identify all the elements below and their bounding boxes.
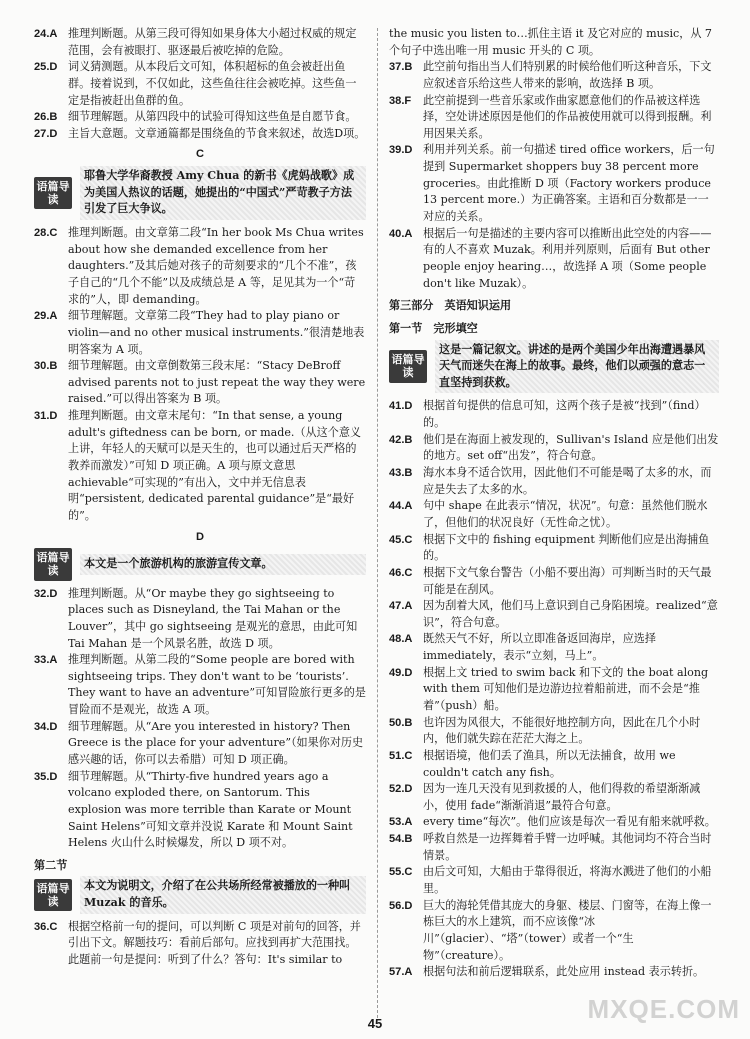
explanation-text: 巨大的海轮凭借其庞大的身躯、楼层、门窗等，在海上像一栋巨大的水上建筑，而不应该像“冰川”（glacier）、“塔”（tower）或者一个“生物”（creature）。: [423, 898, 712, 962]
guide-text: 本文是一个旅游机构的旅游宣传文章。: [80, 554, 366, 575]
explanation-text: 此空前提到一些音乐家或作曲家愿意他们的作品被这样选择，空处讲述原因是他们的作品被使用就可以得到报酬。利用因果关系。: [423, 93, 712, 140]
answer-item: [34, 408, 366, 524]
answer-item: [389, 814, 719, 831]
section-heading: 第二节: [34, 858, 68, 872]
question-number: 36.C: [34, 920, 58, 933]
explanation-text: 利用并列关系。前一句描述 tired office workers，后一句提到 Supermarket shoppers buy 38 percent more groceries。由此推断 D 项（Factory workers produce 13 percent more.）为正确答案。主语和百分数都是一一对应的关系。: [423, 143, 715, 224]
passage-letter: D: [195, 530, 204, 543]
explanation-text: 根据首句提供的信息可知，这两个孩子是被“找到”（find）的。: [423, 399, 706, 430]
question-number: 47.A: [389, 600, 413, 613]
answer-item: [389, 864, 719, 897]
question-number: 33.A: [34, 654, 58, 667]
question-number: 55.C: [389, 866, 413, 879]
passage-letter: C: [195, 148, 204, 161]
explanation-text: 词义猜测题。从本段后文可知，体积超标的鱼会被赶出鱼群。接着说到，不仅如此，这些鱼往往会被吃掉。这些鱼一定是指被赶出鱼群的鱼。: [68, 60, 357, 107]
explanation-text: 根据语境，他们丢了渔具，所以无法捕食，故用 we couldn't catch any fish。: [423, 748, 676, 779]
answer-item: [389, 898, 719, 965]
explanation-text: 因为一连几天没有见到救援的人，他们得救的希望渐渐减小，使用 fade“渐渐消退”最符合句意。: [423, 782, 701, 812]
passage-guide: [389, 340, 719, 394]
answer-item: [389, 665, 719, 715]
explanation-text: 海水本身不适合饮用，因此他们不可能是喝了太多的水，而应是失去了太多的水。: [423, 466, 712, 496]
question-number: 34.D: [34, 720, 58, 733]
explanation-text: 推理判断题。由文章末尾句：“In that sense, a young adult's giftedness can be born, or made.（从这个意义上讲，年轻人的天赋可以是天生的，也可以通过后天严格的教养而激发）”可知 D 项正确。A 项与原文意思 achievable“可实现的”有出入，文中并无信息表明“persistent, dedicated parental guidance”是“最好的”。: [68, 409, 362, 522]
answer-item: [34, 59, 366, 109]
explanation-text: 既然天气不好，所以立即准备返回海岸，应选择 immediately，表示“立刻，马上”。: [423, 632, 656, 663]
explanation-text: 根据句法和前后逻辑联系，此处应用 instead 表示转折。: [423, 965, 705, 979]
answer-item: [389, 142, 719, 225]
question-number: 51.C: [389, 749, 413, 762]
question-number: 28.C: [34, 227, 58, 240]
guide-text: 这是一篇记叙文。讲述的是两个美国少年出海遭遇暴风天气而迷失在海上的故事。最终，他们以顽强的意志一直坚持到获救。: [435, 340, 719, 394]
explanation-text: 细节理解题。文章第二段“They had to play piano or violin—and no other musical instruments.”很清楚地表明答案为 A 项。: [68, 309, 365, 356]
right-column: [389, 26, 719, 981]
question-number: 31.D: [34, 410, 58, 423]
answer-item: [389, 964, 719, 981]
question-number: 54.B: [389, 833, 413, 846]
column-divider: [377, 28, 378, 1018]
explanation-text: 根据空格前一句的提问，可以判断 C 项是对前句的回答，并引出下文。解题技巧：看前后部句。应找到再扩大范围找。此题前一句是提问：听到了什么？答句：It's similar to: [68, 919, 361, 967]
question-number: 57.A: [389, 966, 413, 979]
question-number: 39.D: [389, 144, 413, 157]
explanation-text: 根据后一句是描述的主要内容可以推断出此空处的内容——有的人不喜欢 Muzak。利用并列原则，后面有 But other people enjoy hearing…，故选择 A 项（Some people don't like Muzak）。: [423, 226, 712, 290]
answer-item: [34, 126, 366, 143]
guide-badge: 语篇导读: [34, 548, 72, 580]
explanation-text: 细节理解题。从“Are you interested in history? Then Greece is the place for your adventure”（如果你对历史感兴趣的话，你可以去希腊）可知 D 项正确。: [68, 719, 364, 766]
explanation-text: 细节理解题。从“Thirty-five hundred years ago a volcano exploded there, on Santorum. This explosion was more terrible than Karate or Mount Saint Helens”可知文章并没说 Karate 和 Mount Saint Helens 火山什么时候爆发，所以 D 项不对。: [68, 769, 353, 850]
answer-item: [34, 225, 366, 308]
question-number: 49.D: [389, 666, 413, 679]
question-number: 48.A: [389, 633, 413, 646]
explanation-text: 此空前句指出当人们特别累的时候给他们听这种音乐，下文应叙述音乐给这些人带来的影响，故选择 B 项。: [423, 60, 712, 90]
question-number: 44.A: [389, 500, 413, 513]
question-number: 52.D: [389, 783, 413, 796]
question-number: 43.B: [389, 467, 413, 480]
explanation-text: 根据上文 tried to swim back 和下文的 the boat along with them 可知他们是边游边拉着船前进，而不会是“推着”（push）船。: [423, 665, 709, 712]
explanation-text: 也许因为风很大，不能很好地控制方向，因此在几个小时内，他们就失踪在茫茫大海之上。: [423, 715, 701, 746]
answer-item: [389, 398, 719, 431]
question-number: 27.D: [34, 127, 58, 140]
answer-item: [34, 26, 366, 59]
section-heading: 第三部分 英语知识运用: [389, 299, 512, 313]
explanation-text: 推理判断题。从第三段可得知如果身体大小超过权威的规定范围，会有被眼打、驱逐最后被吃掉的危险。: [68, 27, 357, 57]
question-number: 32.D: [34, 587, 58, 600]
explanation-text: 推理判断题。从第二段的“Some people are bored with sightseeing trips. They don't want to be ‘tourists’. They want to have an adventure”可知冒险旅行更多的是冒险而不是观光，故选 A 项。: [68, 653, 366, 717]
explanation-text: 句中 shape 在此表示“情况，状况”。句意：虽然他们脱水了，但他们的状况良好（无性命之忧）。: [423, 499, 708, 529]
explanation-text: 细节理解题。从第四段中的试验可得知这些鱼是自愿节食。: [68, 110, 357, 124]
question-number: 42.B: [389, 433, 413, 446]
guide-text: 耶鲁大学华裔教授 Amy Chua 的新书《虎妈战歌》成为美国人热议的话题，她提出的“中国式”严苛教子方法引发了巨大争议。: [80, 166, 366, 220]
passage-guide: [34, 166, 366, 220]
question-number: 37.B: [389, 61, 413, 74]
answer-item: [389, 532, 719, 565]
answer-item: [34, 308, 366, 358]
question-number: 41.D: [389, 400, 413, 413]
answer-item: [34, 358, 366, 408]
passage-guide: [34, 876, 366, 913]
continued-text: the music you listen to…抓住主语 it 及它对应的 music，从 7 个句子中选出唯一用 music 开头的 C 项。: [389, 27, 712, 57]
guide-badge: 语篇导读: [34, 879, 72, 911]
explanation-text: 呼救自然是一边挥舞着手臂一边呼喊。其他词均不符合当时情景。: [423, 832, 712, 862]
answer-item: [389, 565, 719, 598]
answer-item: [389, 598, 719, 631]
guide-badge: 语篇导读: [389, 350, 427, 382]
question-number: 26.B: [34, 111, 58, 124]
question-number: 25.D: [34, 61, 58, 74]
question-number: 56.D: [389, 899, 413, 912]
explanation-text: 由后文可知，大船由于靠得很近，将海水溅进了他们的小船里。: [423, 865, 712, 896]
explanation-text: 主旨大意题。文章通篇都是围绕鱼的节食来叙述，故选D项。: [68, 126, 366, 140]
answer-item: [389, 781, 719, 814]
answer-item: [34, 719, 366, 769]
explanation-text: 根据下文中的 fishing equipment 判断他们应是出海捕鱼的。: [423, 532, 710, 563]
answer-item: [389, 748, 719, 781]
guide-badge: 语篇导读: [34, 177, 72, 209]
left-column: [34, 26, 366, 969]
answer-item: [389, 831, 719, 864]
answer-item: [389, 715, 719, 748]
answer-item: [389, 432, 719, 465]
answer-item: [389, 498, 719, 531]
answer-item: [389, 465, 719, 498]
question-number: 35.D: [34, 770, 58, 783]
question-number: 53.A: [389, 816, 413, 829]
explanation-text: 细节理解题。由文章倒数第三段末尾：“Stacy DeBroff advised parents not to just repeat the way they were raised.”可以得出答案为 B 项。: [68, 359, 366, 406]
watermark-logo: MXQE.COM: [587, 994, 740, 1024]
explanation-text: 推理判断题。由文章第二段“In her book Ms Chua writes about how she demanded excellence from her daughters.”及其后她对孩子的苛刻要求的“几个不准”，孩子自己的“几个不能”以及成绩总是 A 等，足见其为一个“苛求的”人，即 demanding。: [68, 226, 364, 306]
question-number: 40.A: [389, 227, 413, 240]
question-number: 50.B: [389, 716, 413, 729]
question-number: 30.B: [34, 360, 58, 373]
question-number: 45.C: [389, 533, 413, 546]
question-number: 38.F: [389, 94, 412, 107]
answer-item: [389, 631, 719, 664]
explanation-text: every time“每次”。他们应该是每次一看见有船来就呼救。: [423, 815, 716, 829]
section-heading: 第一节 完形填空: [389, 321, 478, 335]
passage-guide: [34, 548, 366, 580]
question-number: 46.C: [389, 566, 413, 579]
explanation-text: 推理判断题。从“Or maybe they go sightseeing to places such as Disneyland, the Tai Mahan or the Louver”，其中 go sightseeing 是观光的意思，由此可知 Tai Mahan 是一个风景名胜，故选 D 项。: [68, 586, 358, 650]
answer-item: [389, 59, 719, 92]
answer-item: [389, 93, 719, 143]
answer-item: [389, 226, 719, 293]
guide-text: 本文为说明文，介绍了在公共场所经常被播放的一种叫 Muzak 的音乐。: [80, 876, 366, 913]
answer-item: [34, 109, 366, 126]
explanation-text: 他们是在海面上被发现的，Sullivan's Island 应是他们出发的地方。set off“出发”，符合句意。: [423, 432, 719, 463]
answer-item: [34, 919, 366, 969]
answer-item: [34, 586, 366, 653]
question-number: 29.A: [34, 310, 58, 323]
answer-item: [34, 652, 366, 719]
page-number: 45: [367, 1016, 383, 1031]
explanation-text: 因为刮着大风，他们马上意识到自己身陷困境。realized“意识”，符合句意。: [423, 599, 718, 629]
explanation-text: 根据下文气象台警告（小船不要出海）可判断当时的天气最可能是在刮风。: [423, 565, 712, 596]
answer-item: [34, 769, 366, 852]
question-number: 24.A: [34, 28, 58, 40]
